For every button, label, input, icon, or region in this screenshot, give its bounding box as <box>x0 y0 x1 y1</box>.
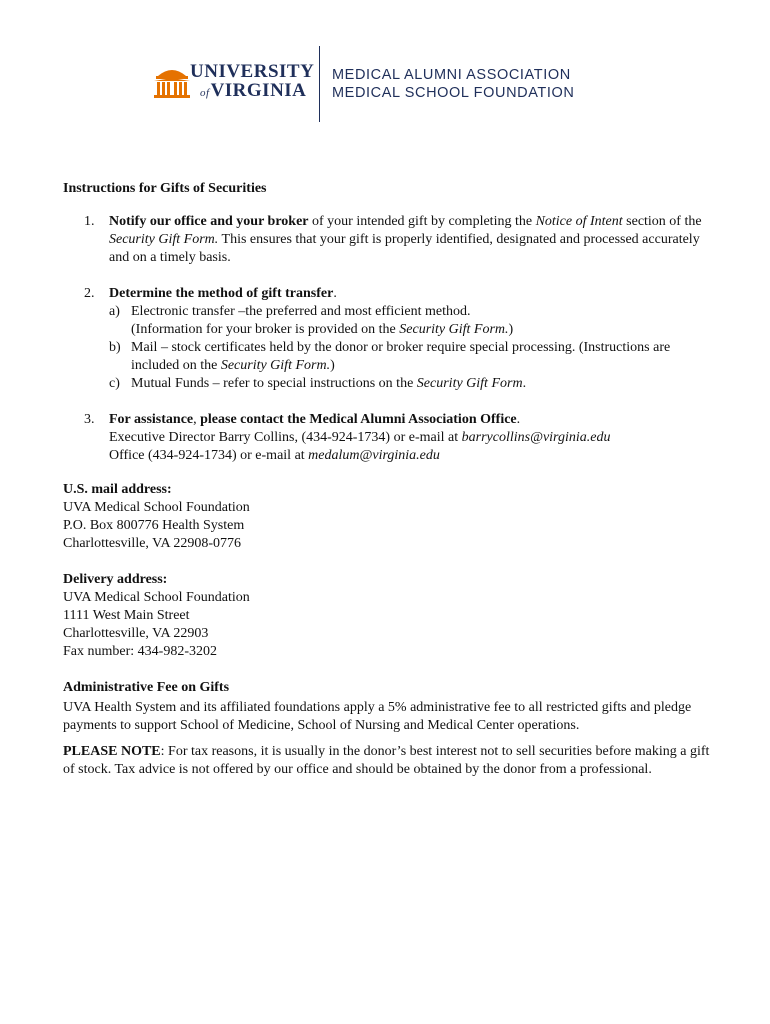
email-link[interactable]: medalum@virginia.edu <box>308 448 440 463</box>
step-text: , <box>193 412 201 427</box>
wordmark-of: of <box>200 87 210 99</box>
section-heading: U.S. mail address: <box>63 482 172 497</box>
organization-name <box>332 66 574 102</box>
step-text: . <box>333 286 337 301</box>
step-2 <box>63 285 713 393</box>
step-text: section of the <box>622 214 702 229</box>
item-text: Electronic transfer –the preferred and most efficient method. <box>131 304 471 319</box>
contact-text: Executive Director Barry Collins, (434-924-1734) or e-mail at <box>109 430 462 445</box>
method-item <box>109 339 713 375</box>
item-text: ) <box>330 358 335 373</box>
document-body <box>63 180 713 779</box>
wordmark-line1: UNIVERSITY <box>190 61 315 82</box>
step-heading: please contact the Medical Alumni Association Office <box>200 412 517 427</box>
item-text: Mail – stock certificates held by the donor or broker require special processing. (Instructions are included on the <box>131 340 671 373</box>
step-heading: Notify our office and your broker <box>109 214 309 229</box>
item-text: . <box>522 376 527 391</box>
form-name: Security Gift Form. <box>220 358 331 373</box>
step-number: 1. <box>84 214 95 229</box>
contact-text: Office (434-924-1734) or e-mail at <box>109 448 309 463</box>
method-item <box>109 375 713 393</box>
fee-section <box>63 679 713 735</box>
org-line2: MEDICAL SCHOOL FOUNDATION <box>332 85 575 101</box>
form-name: Security Gift Form. <box>109 232 219 247</box>
form-name: Security Gift Form <box>416 376 523 391</box>
letterhead <box>152 46 622 126</box>
address-line: P.O. Box 800776 Health System <box>63 518 245 533</box>
address-line: UVA Medical School Foundation <box>63 590 250 605</box>
address-line: Charlottesville, VA 22903 <box>63 626 209 641</box>
address-line: 1111 West Main Street <box>63 608 190 623</box>
address-line: Fax number: 434-982-3202 <box>63 644 217 659</box>
step-number: 2. <box>84 286 95 301</box>
header-divider <box>319 46 320 122</box>
step-text: of your intended gift by completing the <box>308 214 536 229</box>
step-number: 3. <box>84 412 95 427</box>
item-letter: a) <box>109 304 120 319</box>
item-letter: c) <box>109 376 120 391</box>
fee-text: UVA Health System and its affiliated foundations apply a 5% administrative fee to all restricted gifts and pledge payments to support School of Medicine, School of Nursing and Medical Center operations. <box>63 700 692 733</box>
step-text: . <box>516 412 521 427</box>
step-3 <box>63 411 713 465</box>
step-heading: Determine the method of gift transfer <box>109 286 334 301</box>
delivery-address <box>63 571 713 661</box>
note-label: PLEASE NOTE <box>63 744 161 759</box>
item-text: ) <box>508 322 514 337</box>
step-text: This ensures that your gift is properly identified, designated and processed accurately and on a timely basis. <box>109 232 700 265</box>
form-name: Security Gift Form. <box>399 322 509 337</box>
note-text: : For tax reasons, it is usually in the donor’s best interest not to sell securities before making a gift of stock. Tax advice is not offered by our office and should be obtained by the donor from a professional. <box>63 744 710 777</box>
instruction-steps <box>63 213 713 465</box>
org-line1: MEDICAL ALUMNI ASSOCIATION <box>332 67 571 83</box>
address-line: Charlottesville, VA 22908-0776 <box>63 536 241 551</box>
item-text: (Information for your broker is provided on the <box>131 322 400 337</box>
mail-address <box>63 481 713 553</box>
step-heading: For assistance <box>109 412 194 427</box>
item-letter: b) <box>109 340 121 355</box>
section-heading: Administrative Fee on Gifts <box>63 680 230 695</box>
form-name: Notice of Intent <box>535 214 623 229</box>
method-item <box>109 303 713 339</box>
university-wordmark <box>190 62 314 103</box>
please-note <box>63 743 713 779</box>
item-text: Mutual Funds – refer to special instructions on the <box>131 376 417 391</box>
page-title: Instructions for Gifts of Securities <box>63 181 267 196</box>
transfer-methods <box>109 303 713 393</box>
section-heading: Delivery address: <box>63 572 168 587</box>
rotunda-logo-icon <box>152 64 192 100</box>
email-link[interactable]: barrycollins@virginia.edu <box>461 430 611 445</box>
wordmark-line2: VIRGINIA <box>210 80 307 101</box>
address-line: UVA Medical School Foundation <box>63 500 250 515</box>
step-1 <box>63 213 713 267</box>
